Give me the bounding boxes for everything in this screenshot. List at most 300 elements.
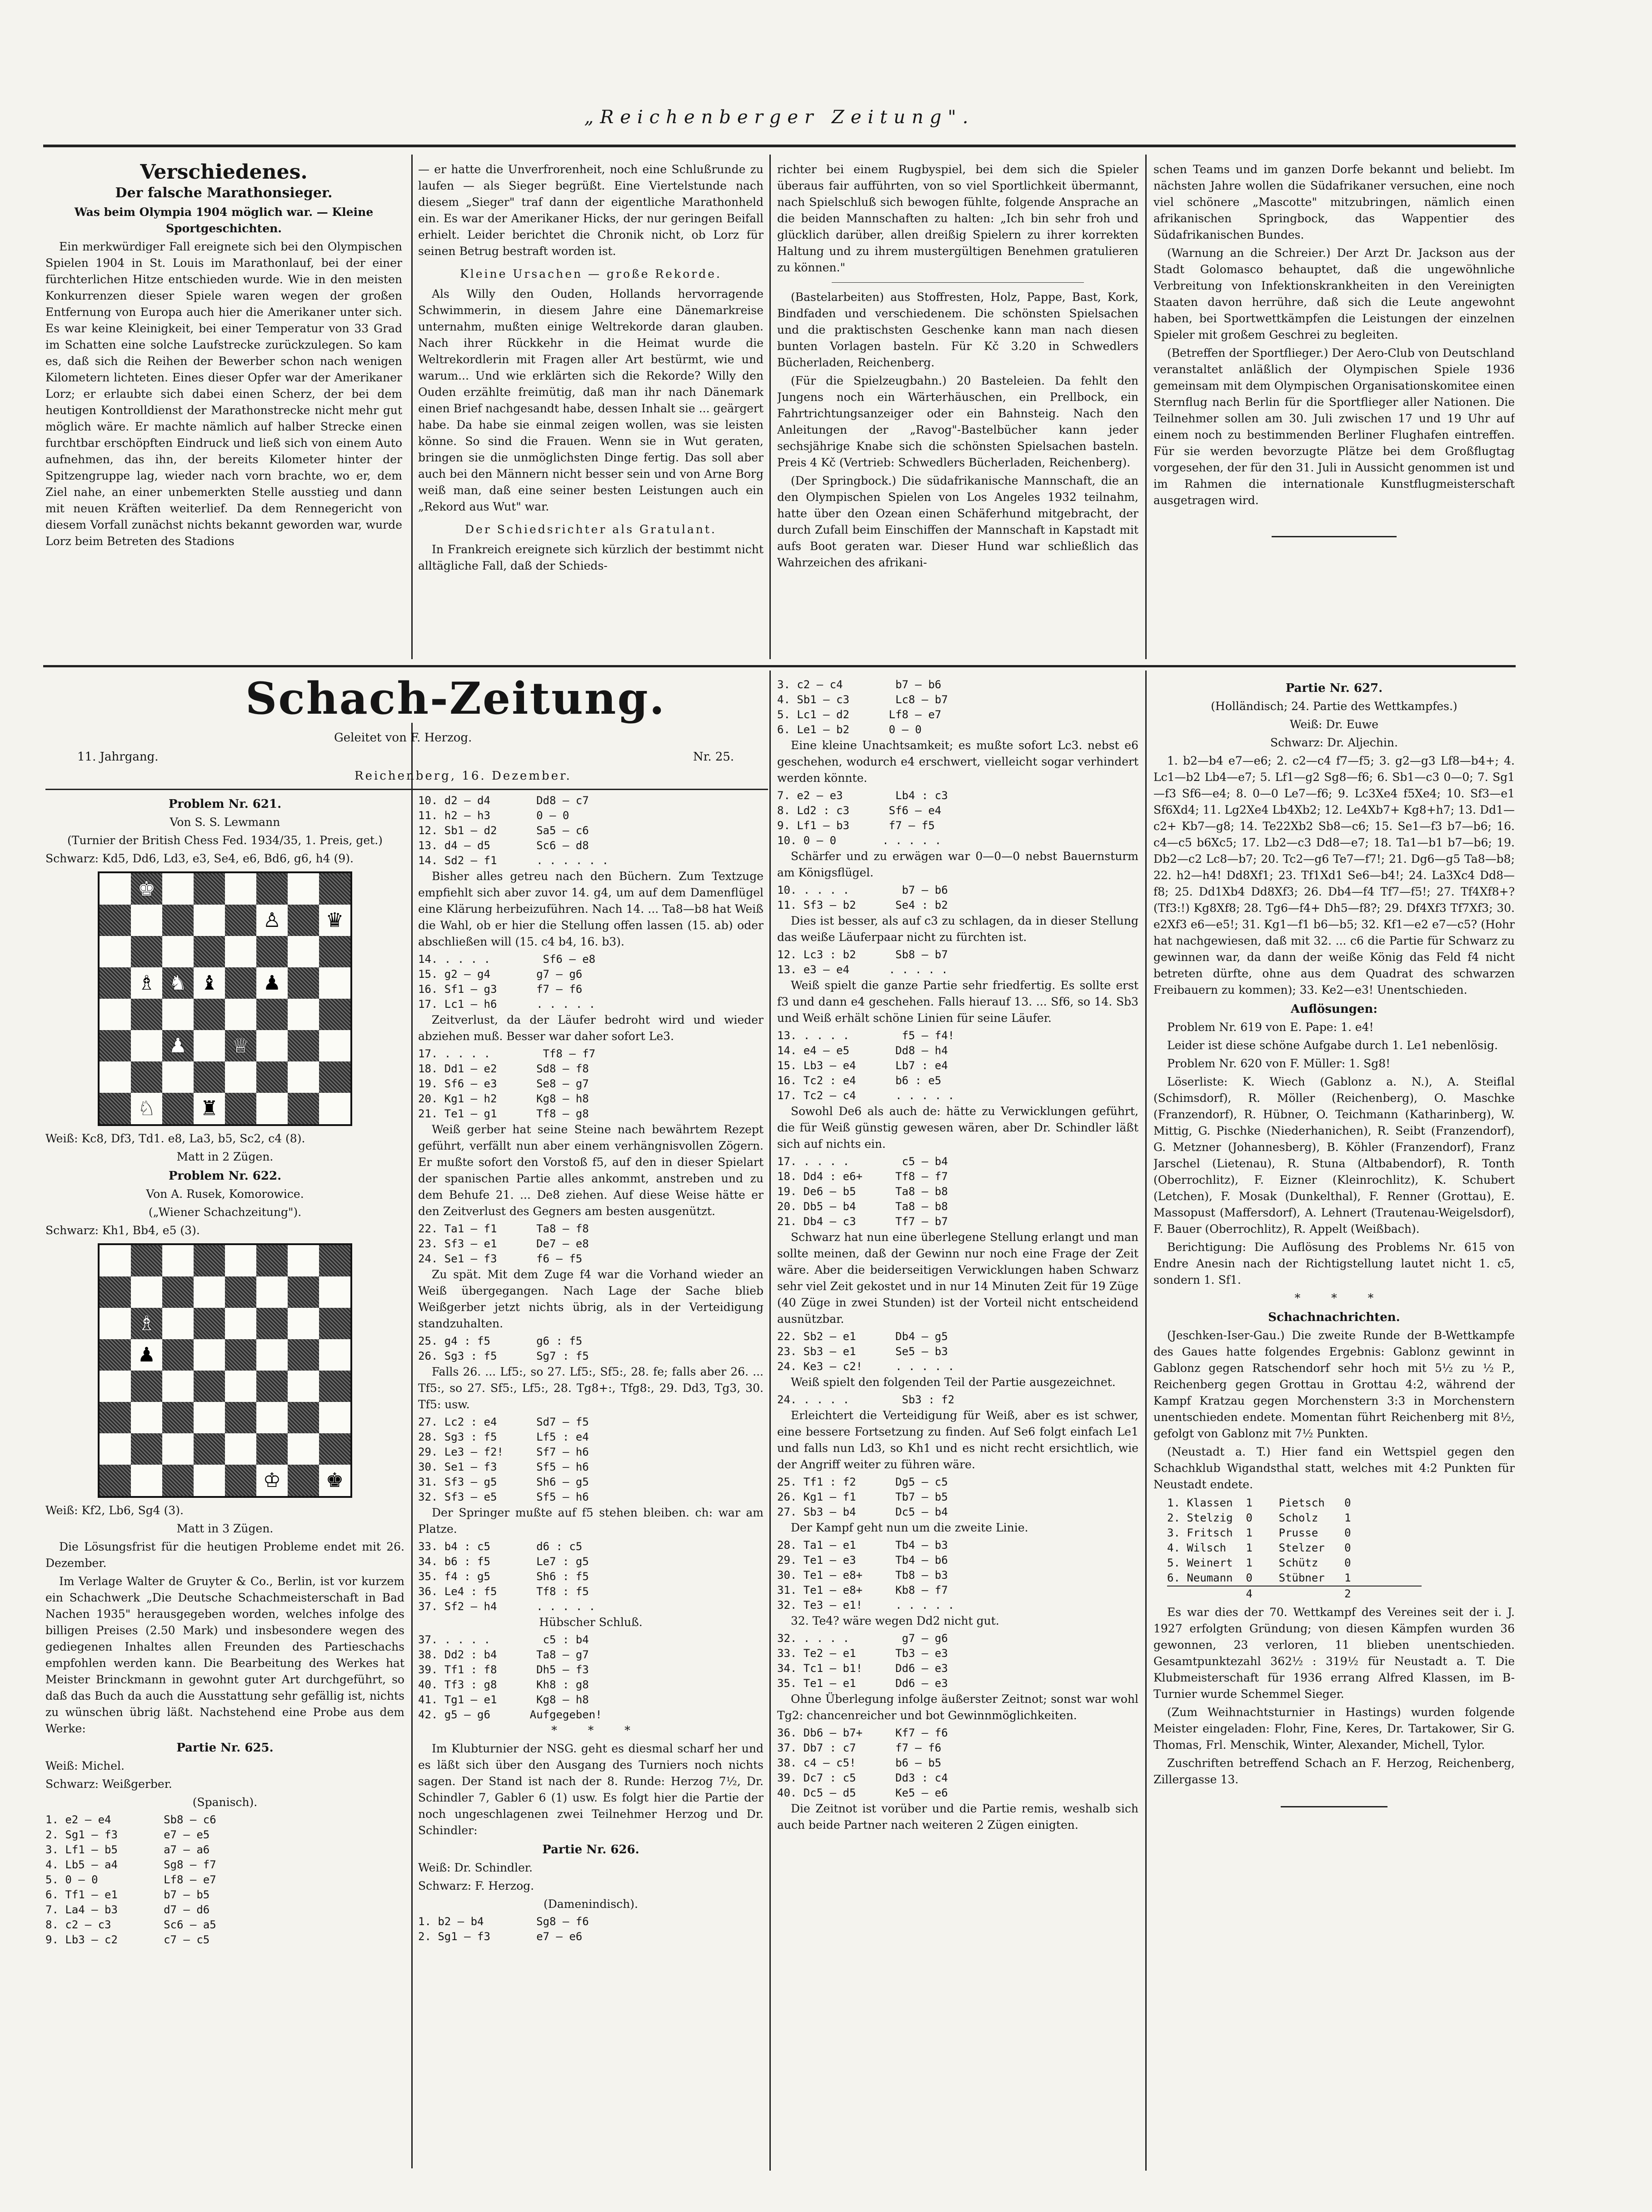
move-line: 28. Ta1 — e1 Tb4 — b3 (777, 1539, 948, 1551)
move-line: 6. Le1 — b2 0 — 0 (777, 723, 922, 736)
move-line: 35. f4 : g5 Sh6 : f5 (418, 1570, 589, 1583)
move-line: 17. Tc2 — c4 . . . . . (777, 1089, 955, 1102)
move-line: 1. e2 — e4 Sb8 — c6 (45, 1813, 216, 1826)
board-square (225, 1061, 256, 1093)
move-line: 24. . . . . Sb3 : f2 (777, 1393, 955, 1406)
board-square (256, 1308, 288, 1339)
game-moves (418, 1415, 764, 1505)
board-square (288, 1030, 319, 1061)
chess-column-4 (1153, 677, 1515, 2191)
board-square (100, 1339, 131, 1371)
board-square (162, 905, 194, 936)
move-line: 12. Sb1 — d2 Sa5 — c6 (418, 824, 589, 837)
board-square (256, 936, 288, 967)
board-square (288, 1433, 319, 1465)
move-line: 14. . . . . Sf6 — e8 (418, 953, 596, 966)
move-line: 9. Lf1 — b3 f7 — f5 (777, 819, 935, 832)
board-square (162, 1402, 194, 1433)
board-square (162, 1093, 194, 1124)
correction: Berichtigung: Die Auflösung des Problems Nr. 615 von Endre Anesin nach der Richtigstellung lautet nicht 1. c5, sondern 1. Sf1. (1153, 1241, 1515, 1286)
board-square (162, 999, 194, 1030)
board-square (100, 999, 131, 1030)
board-square (256, 1339, 288, 1371)
article-text: schen Teams und im ganzen Dorfe bekannt und beliebt. Im nächsten Jahre wollen die Südafrikaner versuchen, eine noch viel schönere „Mascotte" mitzubringen, nämlich einen afrikanischen Springbock, das Wappentier des Südafrikanischen Bundes. (1153, 163, 1515, 241)
game-commentary: Der Kampf geht nun um die zweite Linie. (791, 1521, 1028, 1534)
move-line: 40. Tf3 : g8 Kh8 : g8 (418, 1678, 589, 1691)
move-line: 35. Te1 — e1 Dd6 — e3 (777, 1677, 948, 1690)
game-white: Weiß: Dr. Euwe (1289, 718, 1379, 731)
board-square (256, 1465, 288, 1496)
board-square (194, 999, 225, 1030)
chess-piece-icon: ♛ (325, 908, 344, 932)
board-square (319, 905, 350, 936)
game-moves (777, 1392, 1138, 1407)
game-black: Schwarz: Dr. Aljechin. (1270, 736, 1398, 749)
article-column-4 (1153, 161, 1515, 664)
game-commentary: Schärfer und zu erwägen war 0—0—0 nebst Bauernsturm am Königsflügel. (777, 850, 1138, 879)
move-line: 21. Te1 — g1 Tf8 — g8 (418, 1107, 589, 1120)
article-text: — er hatte die Unverfrorenheit, noch eine Schlußrunde zu laufen — als Sieger begrüßt. Eine Viertelstunde nach diesem „Sieger" traf dann der eigentliche Marathonheld ein. Es war der Amerikaner Hicks, der nur geringen Beifall erhielt. Leider berichtet die Chronik nicht, ob Lorz für seinen Betrug bestraft worden ist. (418, 163, 764, 258)
game-moves (777, 788, 1138, 848)
board-square (131, 905, 162, 936)
news-text: Es war dies der 70. Wettkampf des Vereines seit der i. J. 1927 erfolgten Gründung; von diesen Kämpfen wurden 36 gewonnen, 23 verloren, 11 blieben unentschieden. Gesamtpunktezahl 362½ : 319½ für Neustadt a. T. Die Klubmeisterschaft für 1936 errang Alfred Klassen, im B-Turnier wurde Schemmel Sieger. (1153, 1606, 1515, 1701)
game-commentary: Weiß gerber hat seine Steine nach bewährtem Rezept geführt, verfällt nun aber einem verhängnisvollen Zögern. Er mußte sofort den Vorstoß f5, auf den in dieser Spielart der spanischen Partie alles ankommt, anstreben und zu dem Behufe 21. ... De8 ziehen. Auf diese Weise hätte er den Zeitverlust des Gegners am besten ausgenützt. (418, 1123, 764, 1218)
board-square (194, 1339, 225, 1371)
problem-author: Von A. Rusek, Komorowice. (146, 1187, 304, 1201)
move-line: 30. Te1 — e8+ Tb8 — b3 (777, 1569, 948, 1581)
move-line: 26. Kg1 — f1 Tb7 — b5 (777, 1491, 948, 1503)
board-square (225, 1465, 256, 1496)
board-square (319, 967, 350, 999)
game-moves (777, 1028, 1138, 1103)
board-square (319, 1402, 350, 1433)
board-square (194, 1245, 225, 1276)
problem-task: Matt in 2 Zügen. (176, 1150, 274, 1163)
chess-issue-number: Nr. 25. (693, 750, 734, 764)
move-line: 19. De6 — b5 Ta8 — b8 (777, 1185, 948, 1198)
chess-book-note: Im Verlage Walter de Gruyter & Co., Berlin, ist vor kurzem ein Schachwerk „Die Deutsche Schachmeisterschaft in Bad Nachen 1935" herausgegeben worden, welches infolge des billigen Preises (2.50 Mark) und insbesondere wegen des gediegenen Inhaltes allen Freunden des Partieschachs empfohlen werden kann. Die Bearbeitung des Werkes hat Meister Brinckmann in gewohnt guter Art durchgeführt, so daß das Buch da auch die Ausstattung sehr gefällig ist, nichts zu wünschen übrig läßt. Nachstehend eine Probe aus dem Werke: (45, 1575, 404, 1735)
board-square (225, 999, 256, 1030)
article-text: Als Willy den Ouden, Hollands hervorragende Schwimmerin, in diesem Jahre eine Dänemarkreise unternahm, mußten einige Weltrekorde daran glauben. Nach ihrer Rückkehr in die Heimat wurde die Weltrekordlerin mit Fragen aller Art bestürmt, wie und warum... Und wie erklärten sich die Rekorde? Willy den Ouden erzählte freimütig, daß man ihr nach Dänemark einen Brief nachgesandt habe, dessen Inhalt sie ... geärgert habe. Da habe sie einmal zeigen wollen, was sie leisten könne. So sind die Frauen. Wenn sie in Wut geraten, bringen sie die unmöglichsten Dinge fertig. Das soll aber auch bei den Männern nicht besser sein und von Arne Borg weiß man, daß eine seiner besten Leistungen auch ein „Rekord aus Wut" war. (418, 287, 764, 513)
board-square (288, 967, 319, 999)
results-total: 4 2 (1167, 1586, 1422, 1601)
chess-piece-icon: ♗ (137, 971, 156, 995)
match-results-table (1167, 1496, 1515, 1601)
column-divider (769, 155, 771, 659)
board-square (225, 873, 256, 905)
board-square (288, 999, 319, 1030)
move-line: 36. Db6 — b7+ Kf7 — f6 (777, 1727, 948, 1739)
game-moves (777, 1726, 1138, 1801)
game-commentary: Schwarz hat nun eine überlegene Stellung erlangt und man sollte meinen, daß der Gewinn nur noch eine Frage der Zeit wäre. Aber die beiderseitigen Verwicklungen haben Schwarz sehr viel Zeit gekostet und in nur 14 Minuten Zeit für 19 Züge (40 Züge in zwei Stunden) ist der Vorteil nicht entscheidend ausnützbar. (777, 1231, 1138, 1326)
board-square (162, 1276, 194, 1308)
solution-line: Problem Nr. 620 von F. Müller: 1. Sg8! (1167, 1057, 1391, 1070)
board-square (194, 967, 225, 999)
board-square (162, 1465, 194, 1496)
game-title: Partie Nr. 627. (1285, 681, 1383, 695)
move-line: 36. Le4 : f5 Tf8 : f5 (418, 1585, 589, 1598)
move-line: 26. Sg3 : f5 Sg7 : f5 (418, 1350, 589, 1362)
move-line: 37. Sf2 — h4 . . . . . (418, 1600, 596, 1613)
game-title: Partie Nr. 626. (542, 1843, 639, 1857)
move-line: 32. . . . . g7 — g6 (777, 1632, 948, 1645)
board-square (194, 1093, 225, 1124)
board-square (225, 1402, 256, 1433)
board-square (319, 1339, 350, 1371)
chess-piece-icon: ♟ (169, 1034, 187, 1057)
board-square (319, 1371, 350, 1402)
move-line: 25. Tf1 : f2 Dg5 — c5 (777, 1476, 948, 1488)
board-square (162, 936, 194, 967)
game-moves (418, 1334, 764, 1364)
board-square (131, 1061, 162, 1093)
game-moves (777, 1475, 1138, 1520)
chess-piece-icon: ♕ (231, 1034, 250, 1057)
board-square (319, 1245, 350, 1276)
game-commentary: Sowohl De6 als auch de: hätte zu Verwicklungen geführt, die für Weiß günstig gewesen wären, aber Dr. Schindler läßt sich auf nichts ein. (777, 1105, 1138, 1151)
move-line: 41. Tg1 — e1 Kg8 — h8 (418, 1693, 589, 1706)
column-divider (1145, 155, 1147, 659)
game-moves (777, 1631, 1138, 1691)
game-commentary: Erleichtert die Verteidigung für Weiß, aber es ist schwer, eine bessere Fortsetzung zu finden. Auf Se6 folgt einfach Le1 und falls nun Ld3, so Kh1 und es nicht recht ersichtlich, wie der Angriff weiter zu führen wäre. (777, 1409, 1138, 1471)
board-square (256, 999, 288, 1030)
board-square (100, 905, 131, 936)
board-square (319, 936, 350, 967)
chess-dateline: Reichenberg, 16. Dezember. (354, 769, 572, 783)
chess-piece-icon: ♚ (325, 1468, 344, 1492)
column-divider (411, 723, 413, 2168)
board-square (194, 1433, 225, 1465)
board-square (162, 1030, 194, 1061)
board-square (162, 1433, 194, 1465)
move-line: 28. Sg3 : f5 Lf5 : e4 (418, 1431, 589, 1443)
chess-editor: Geleitet von F. Herzog. (334, 731, 472, 745)
game-moves (777, 1154, 1138, 1229)
board-square (131, 1465, 162, 1496)
game-moves (418, 1632, 764, 1722)
board-square (256, 1402, 288, 1433)
move-line: 12. Lc3 : b2 Sb8 — b7 (777, 948, 948, 961)
board-square (131, 1433, 162, 1465)
board-square (256, 1030, 288, 1061)
board-square (194, 905, 225, 936)
game-commentary: Zeitverlust, da der Läufer bedroht wird und wieder abziehen muß. Besser war daher sofort Le3. (418, 1013, 764, 1043)
board-square (319, 1061, 350, 1093)
board-square (100, 936, 131, 967)
results-row: 1. Klassen 1 Pietsch 0 (1167, 1496, 1351, 1509)
article-column-2 (418, 161, 764, 664)
move-line: 2. Sg1 — f3 e7 — e6 (418, 1930, 583, 1943)
board-square (319, 1308, 350, 1339)
move-line: 22. Sb2 — e1 Db4 — g5 (777, 1330, 948, 1343)
board-square (225, 1245, 256, 1276)
move-line: 27. Sb3 — b4 Dc5 — b4 (777, 1506, 948, 1518)
board-square (162, 967, 194, 999)
move-line: 31. Te1 — e8+ Kb8 — f7 (777, 1584, 948, 1596)
problem-title: Problem Nr. 622. (168, 1169, 282, 1183)
column-divider (769, 671, 771, 2171)
article-headline: Der Schiedsrichter als Gratulant. (464, 523, 717, 536)
board-square (131, 936, 162, 967)
results-row: 3. Fritsch 1 Prusse 0 (1167, 1526, 1351, 1539)
board-square (162, 1339, 194, 1371)
board-square (319, 873, 350, 905)
move-line: 3. c2 — c4 b7 — b6 (777, 678, 942, 691)
move-line: 4. Lb5 — a4 Sg8 — f7 (45, 1858, 216, 1871)
game-moves (418, 1221, 764, 1266)
board-square (319, 1093, 350, 1124)
board-square (256, 873, 288, 905)
news-text: Zuschriften betreffend Schach an F. Herzog, Reichenberg, Zillergasse 13. (1153, 1757, 1515, 1786)
solution-line: Problem Nr. 619 von E. Pape: 1. e4! (1167, 1021, 1374, 1034)
move-line: 6. Tf1 — e1 b7 — b5 (45, 1888, 210, 1901)
game-moves (418, 1539, 764, 1614)
game-opening: (Damenindisch). (543, 1897, 639, 1911)
game-moves (418, 793, 764, 868)
move-line: 33. b4 : c5 d6 : c5 (418, 1540, 583, 1553)
chess-column-1 (45, 793, 404, 2193)
news-text: (Neustadt a. T.) Hier fand ein Wettspiel gegen den Schachklub Wigandsthal statt, welches mit 4:2 Punkten für Neustadt endete. (1153, 1445, 1515, 1491)
board-square (131, 1030, 162, 1061)
board-square (131, 1371, 162, 1402)
column-divider (1145, 671, 1147, 2171)
separator-stars: * * * (1294, 1291, 1387, 1305)
tournament-note: Im Klubturnier der NSG. geht es diesmal scharf her und es läßt sich über den Ausgang des Turniers noch nichts sagen. Der Stand ist nach der 8. Runde: Herzog 7½, Dr. Schindler 7, Gabler 6 (1) usw. Es folgt hier die Partie der noch ungeschlagenen zwei Teilnehmer Herzog und Dr. Schindler: (418, 1742, 764, 1837)
results-row: 4. Wilsch 1 Stelzer 0 (1167, 1541, 1351, 1554)
chess-piece-icon: ♞ (169, 971, 187, 995)
move-line: 17. Lc1 — h6 . . . . . (418, 998, 596, 1011)
chess-board-622 (98, 1243, 352, 1498)
problem-source: („Wiener Schachzeitung"). (148, 1206, 302, 1219)
problem-white-pieces: Weiß: Kc8, Df3, Td1. e8, La3, b5, Sc2, c4 (8). (45, 1132, 305, 1145)
move-line: 17. . . . . Tf8 — f7 (418, 1047, 596, 1060)
board-square (194, 1371, 225, 1402)
board-square (225, 1339, 256, 1371)
problem-author: Von S. S. Lewmann (170, 816, 280, 829)
move-line: 34. Tc1 — b1! Dd6 — e3 (777, 1662, 948, 1675)
board-square (225, 936, 256, 967)
article-column-3 (777, 161, 1138, 664)
board-square (100, 967, 131, 999)
board-square (288, 1093, 319, 1124)
article-column-1 (45, 161, 402, 664)
chess-section-title: Schach-Zeitung. (245, 673, 666, 724)
board-square (162, 1308, 194, 1339)
move-line: 18. Dd1 — e2 Sd8 — f8 (418, 1062, 589, 1075)
board-square (225, 1371, 256, 1402)
move-line: 23. Sf3 — e1 De7 — e8 (418, 1237, 589, 1250)
board-square (256, 905, 288, 936)
solver-list: Löserliste: K. Wiech (Gablonz a. N.), A. Steiflal (Schimsdorf), R. Möller (Reichenberg), O. Maschke (Franzendorf), R. Hübner, O. Teichmann (Katharinberg), W. Mittig, G. Pischke (Niederhanichen), R. Seibt (Franzendorf), G. Metzner (Johannesberg), B. Köhler (Franzendorf), Franz Jarschel (Lietenau), R. Stuna (Altbabendorf), R. Tonth (Oberrochlitz), F. Eizner (Kleinrochlitz), K. Schubert (Letchen), F. Mosak (Dunkelthal), F. Renner (Grottau), E. Massopust (Maffersdorf), A. Lehnert (Trautenau-Weigelsdorf), F. Bauer (Oberrochlitz), R. Appelt (Weißbach). (1153, 1075, 1515, 1236)
board-square (319, 1465, 350, 1496)
move-line: 8. Ld2 : c3 Sf6 — e4 (777, 804, 942, 817)
game-commentary: Der Springer mußte auf f5 stehen bleiben. ch: war am Platze. (418, 1506, 764, 1536)
news-heading: Schachnachrichten. (1268, 1311, 1400, 1324)
game-subtitle: (Holländisch; 24. Partie des Wettkampfes.) (1211, 700, 1457, 713)
move-line: 27. Lc2 : e4 Sd7 — f5 (418, 1416, 589, 1428)
move-line: 16. Tc2 : e4 b6 : e5 (777, 1074, 942, 1087)
chess-piece-icon: ♔ (263, 1468, 281, 1492)
board-square (100, 1402, 131, 1433)
game-moves (418, 1046, 764, 1121)
board-square (319, 1276, 350, 1308)
move-line: 31. Sf3 — g5 Sh6 — g5 (418, 1476, 589, 1488)
game-moves (777, 1329, 1138, 1374)
column-divider (411, 155, 413, 659)
move-line: 13. d4 — d5 Sc6 — d8 (418, 839, 589, 852)
board-square (131, 999, 162, 1030)
separator-stars: * * * (551, 1724, 644, 1737)
move-line: 22. Ta1 — f1 Ta8 — f8 (418, 1222, 589, 1235)
board-square (225, 1093, 256, 1124)
chess-piece-icon: ♜ (200, 1096, 219, 1120)
board-square (194, 1465, 225, 1496)
article-text: (Betreffen der Sportflieger.) Der Aero-Club von Deutschland veranstaltet anläßlich der Olympischen Spiele 1936 gemeinsam mit dem Olympischen Organisationskomitee einen Sternflug nach Berlin für die Sportflieger aller Nationen. Die Teilnehmer sollen am 30. Juli zwischen 17 und 19 Uhr auf einem noch zu bestimmenden Berliner Flughafen eintreffen. Für sie werden bevorzugte Plätze bei dem Großflugtag vorgesehen, der für den 31. Juli in Aussicht genommen ist und im Rahmen die internationale Kunstflugmeisterschaft ausgetragen wird. (1153, 346, 1515, 507)
board-square (288, 1371, 319, 1402)
board-square (100, 1308, 131, 1339)
game-black: Schwarz: F. Herzog. (418, 1879, 534, 1892)
board-square (225, 1030, 256, 1061)
move-line: 5. Lc1 — d2 Lf8 — e7 (777, 708, 942, 721)
game-moves (418, 1914, 764, 1944)
board-square (194, 1308, 225, 1339)
problem-source: (Turnier der British Chess Fed. 1934/35, 1. Preis, get.) (67, 834, 383, 847)
chess-piece-icon: ♘ (137, 1096, 156, 1120)
board-square (100, 1030, 131, 1061)
move-line: 30. Se1 — f3 Sf5 — h6 (418, 1461, 589, 1473)
board-square (162, 1371, 194, 1402)
move-line: 37. Db7 : c7 f7 — f6 (777, 1742, 942, 1754)
move-line: 7. La4 — b3 d7 — d6 (45, 1903, 210, 1916)
move-line: 10. d2 — d4 Dd8 — c7 (418, 794, 589, 807)
board-square (131, 1245, 162, 1276)
board-square (319, 999, 350, 1030)
move-line: 18. Dd4 : e6+ Tf8 — f7 (777, 1170, 948, 1183)
section-heading: Verschiedenes. (140, 161, 308, 184)
problem-black-pieces: Schwarz: Kh1, Bb4, e5 (3). (45, 1224, 200, 1237)
board-square (225, 1433, 256, 1465)
article-subhead: Was beim Olympia 1904 möglich war. — Kleine Sportgeschichten. (74, 205, 374, 235)
game-white: Weiß: Dr. Schindler. (418, 1861, 533, 1874)
move-line: 20. Db5 — b4 Ta8 — b8 (777, 1200, 948, 1213)
move-line: 10. 0 — 0 . . . . . (777, 834, 942, 847)
article-text: Ein merkwürdiger Fall ereignete sich bei den Olympischen Spielen 1904 in St. Louis im Marathonlauf, bei der einer fürchterlichen Hitze entschieden wurde. Wie in den meisten Konkurrenzen dieser Spiele waren wegen der großen Entfernung von Europa auch hier die Amerikaner unter sich. Es war keine Kleinigkeit, bei einer Temperatur von 33 Grad im Schatten eine solche Laufstrecke zurückzulegen. So kam es, daß sich die Reihen der Bewerber schon nach wenigen Kilometern lichteten. Eines dieser Opfer war der Amerikaner Lorz; er erlaubte sich dabei einen Scherz, der bei dem heutigen Kontrolldienst der Marathonstrecke nicht mehr gut möglich wäre. Er machte nämlich auf halber Strecke einen furchtbar erschöpften Eindruck und ließ sich von einem Auto aufnehmen, das ihn, der bereits Kilometer hinter der Spitzengruppe lag, wieder nach vorn brachte, wo er, dem Ziel nahe, an einer unbemerkten Stelle ausstieg und dann mit neuen Kräften weiterlief. Da dem Rennegericht von diesem Vorfall zunächst nichts bekannt geworden war, wurde Lorz beim Betreten des Stadions (45, 240, 402, 548)
move-line: 33. Te2 — e1 Tb3 — e3 (777, 1647, 948, 1660)
board-square (131, 1402, 162, 1433)
move-line: 39. Tf1 : f8 Dh5 — f3 (418, 1663, 589, 1676)
move-line: 37. . . . . c5 : b4 (418, 1633, 589, 1646)
move-line: 3. Lf1 — b5 a7 — a6 (45, 1843, 210, 1856)
board-square (131, 1339, 162, 1371)
board-square (256, 1371, 288, 1402)
board-square (131, 1093, 162, 1124)
chess-piece-icon: ♙ (263, 908, 281, 932)
game-moves (418, 952, 764, 1012)
move-line: 10. . . . . b7 — b6 (777, 884, 948, 896)
move-line: 16. Sf1 — g3 f7 — f6 (418, 983, 583, 996)
game-commentary: Dies ist besser, als auf c3 zu schlagen, da in dieser Stellung das weiße Läuferpaar nicht zu fürchten ist. (777, 914, 1138, 944)
board-square (288, 873, 319, 905)
board-square (194, 873, 225, 905)
move-line: 14. e4 — e5 Dd8 — h4 (777, 1044, 948, 1057)
results-row: 6. Neumann 0 Stübner 1 (1167, 1571, 1351, 1584)
move-line: 25. g4 : f5 g6 : f5 (418, 1335, 583, 1347)
game-commentary: Hübscher Schluß. (539, 1616, 643, 1629)
move-line: 4. Sb1 — c3 Lc8 — b7 (777, 693, 948, 706)
game-moves-text: 1. b2—b4 e7—e6; 2. c2—c4 f7—f5; 3. g2—g3 Lf8—b4+; 4. Lc1—b2 Lb4—e7; 5. Lf1—g2 Sg8—f6; 6. Sb1—c3 0—0; 7. Sg1—f3 Sf6—e4; 8. 0—0 Le7—f6; 9. Lc3Xe4 f5Xe4; 10. Sf3—e1 Sf6Xd4; 11. Lg2Xe4 Lb4Xb2; 12. Le4Xb7+ Kg8+h7; 13. Dd1—c2+ Kb7—g8; 14. Te22Xb2 Sb8—c6; 15. Se1—f3 b7—b6; 16. c4—c5 b6Xc5; 17. Lb2—c3 Dd8—e7; 18. Ta1—b1 b7—b6; 19. Db2—c2 Lc8—b7; 20. Tc2—g6 Te7—f7!; 21. Dg6—g5 Ta8—b8; 22. h2—h4! Dd8Xf1; 23. Tf1Xd1 Se6—b4!; 24. La3Xc4 Dd8—f8; 25. Dd1Xb4 Dd8Xf3; 26. Db4—f4 Tf7—f5!; 27. Tf4Xf8+? (Tf3:!) Kg8Xf8; 28. Tg6—f4+ Dh5—f8?; 29. Df4Xf3 Tf7Xf3; 30. e2Xf3 e6—e5!; 31. Kg1—f1 b6—b5; 32. Kf1—e2 e7—c5? (Hohr hat nachgewiesen, daß mit 32. ... c6 die Partie für Schwarz zu gewinnen war, da dann der weiße König das Feld f4 nicht betreten dürfte, ohne aus dem Quadrat des schwarzen Freibauern zu kommen); 33. Ke2—e3! Unentschieden. (1153, 754, 1515, 996)
move-line: 29. Le3 — f2! Sf7 — h6 (418, 1446, 589, 1458)
move-line: 11. h2 — h3 0 — 0 (418, 809, 569, 822)
board-square (256, 1276, 288, 1308)
move-line: 39. Dc7 : c5 Dd3 : c4 (777, 1772, 948, 1784)
board-square (288, 1245, 319, 1276)
news-text: (Jeschken-Iser-Gau.) Die zweite Runde der B-Wettkampfe des Gaues hatte folgendes Ergebnis: Gablonz gewinnt in Gablonz gegen Ratschendorf sehr hoch mit 5½ zu ½ P., Reichenberg gegen Grottau in Grottau 4:2, während der Kampf Kratzau gegen Morchenstern 3:3 in Morchenstern unentschieden endete. Momentan führt Reichenberg mit 8½, gefolgt von Gablonz mit 7½ Punkten. (1153, 1329, 1515, 1440)
game-moves (45, 1812, 404, 1947)
chess-notice: Die Lösungsfrist für die heutigen Probleme endet mit 26. Dezember. (45, 1540, 404, 1570)
chess-piece-icon: ♗ (137, 1311, 156, 1335)
board-square (288, 1276, 319, 1308)
game-commentary: Falls 26. ... Lf5:, so 27. Lf5:, Sf5:, 28. fe; falls aber 26. ... Tf5:, so 27. Sf5:, Lf5:, 28. Tg8+:, Tfg8:, 29. Dd3, Tg3, 30. Tf5: usw. (418, 1365, 764, 1411)
chess-column-3 (777, 677, 1138, 2191)
board-square (100, 873, 131, 905)
article-headline: Kleine Ursachen — große Rekorde. (460, 267, 722, 280)
move-line: 8. c2 — c3 Sc6 — a5 (45, 1918, 216, 1931)
masthead: „Reichenberger Zeitung". (584, 107, 975, 128)
game-commentary: Bisher alles getreu nach den Büchern. Zum Textzuge empfiehlt sich aber zuvor 14. g4, um auf dem Damenflügel eine Klärung herbeizuführen. Nach 14. ... Ta8—b8 hat Weiß die Wahl, ob er hier die Stellung offen lassen (15. ab) oder abschließen will (15. c4 b4, 16. b3). (418, 870, 764, 948)
board-square (131, 873, 162, 905)
board-square (225, 905, 256, 936)
move-line: 13. e3 — e4 . . . . . (777, 963, 948, 976)
board-square (100, 1061, 131, 1093)
problem-task: Matt in 3 Zügen. (176, 1522, 274, 1535)
move-line: 19. Sf6 — e3 Se8 — g7 (418, 1077, 589, 1090)
problem-title: Problem Nr. 621. (168, 797, 282, 811)
move-line: 1. b2 — b4 Sg8 — f6 (418, 1915, 589, 1928)
board-square (256, 1061, 288, 1093)
board-square (100, 1465, 131, 1496)
results-row: 2. Stelzig 0 Scholz 1 (1167, 1511, 1351, 1524)
move-line: 40. Dc5 — d5 Ke5 — e6 (777, 1787, 948, 1799)
chess-piece-icon: ♟ (263, 971, 281, 995)
game-black: Schwarz: Weißgerber. (45, 1777, 172, 1791)
board-square (288, 905, 319, 936)
problem-black-pieces: Schwarz: Kd5, Dd6, Ld3, e3, Se4, e6, Bd6, g6, h4 (9). (45, 852, 354, 865)
game-white: Weiß: Michel. (45, 1759, 125, 1772)
move-line: 5. 0 — 0 Lf8 — e7 (45, 1873, 216, 1886)
game-commentary: Zu spät. Mit dem Zuge f4 war die Vorhand wieder an Weiß übergegangen. Nach Lage der Sache blieb Weißgerber jetzt nichts übrig, als in der Verteidigung standzuhalten. (418, 1268, 764, 1330)
divider (1272, 536, 1397, 537)
game-commentary: Eine kleine Unachtsamkeit; es mußte sofort Lc3. nebst e6 geschehen, wodurch e4 erschwert, vielleicht sogar verhindert werden könnte. (777, 739, 1138, 785)
move-line: 14. Sd2 — f1 . . . . . . (418, 854, 609, 867)
move-line: 15. g2 — g4 g7 — g6 (418, 968, 583, 981)
board-square (288, 936, 319, 967)
move-line: 9. Lb3 — c2 c7 — c5 (45, 1933, 210, 1946)
article-text: (Für die Spielzeugbahn.) 20 Basteleien. Da fehlt den Jungens noch ein Wärterhäuschen, ein Prellbock, ein Fahrtrichtungsanzeiger oder ein Bahnsteig. Nach den Anleitungen der „Ravog"-Bastelbücher kann jeder sechsjährige Knabe sich die schönsten Spielsachen basteln. Preis 4 Kč (Vertrieb: Schwedlers Bücherladen, Reichenberg). (777, 374, 1138, 469)
masthead-rule (43, 145, 1516, 147)
board-square (225, 1276, 256, 1308)
board-square (162, 1061, 194, 1093)
article-text: (Der Springbock.) Die südafrikanische Mannschaft, die an den Olympischen Spielen von Los Angeles 1932 teilnahm, hatte über den Ozean einen Schäferhund mitgebracht, der durch Zufall beim Einschiffen der Mannschaft in Kapstadt mit aufs Boot geraten war. Dieser Hund war schließlich das Wahrzeichen des afrikani- (777, 474, 1138, 569)
move-line: 15. Lb3 — e4 Lb7 : e4 (777, 1059, 948, 1072)
move-line: 2. Sg1 — f3 e7 — e5 (45, 1828, 210, 1841)
move-line: 32. Sf3 — e5 Sf5 — h6 (418, 1491, 589, 1503)
board-square (131, 1308, 162, 1339)
board-square (256, 1245, 288, 1276)
board-square (319, 1030, 350, 1061)
chess-column-2 (418, 793, 764, 2193)
move-line: 11. Sf3 — b2 Se4 : b2 (777, 899, 948, 911)
board-square (256, 1433, 288, 1465)
